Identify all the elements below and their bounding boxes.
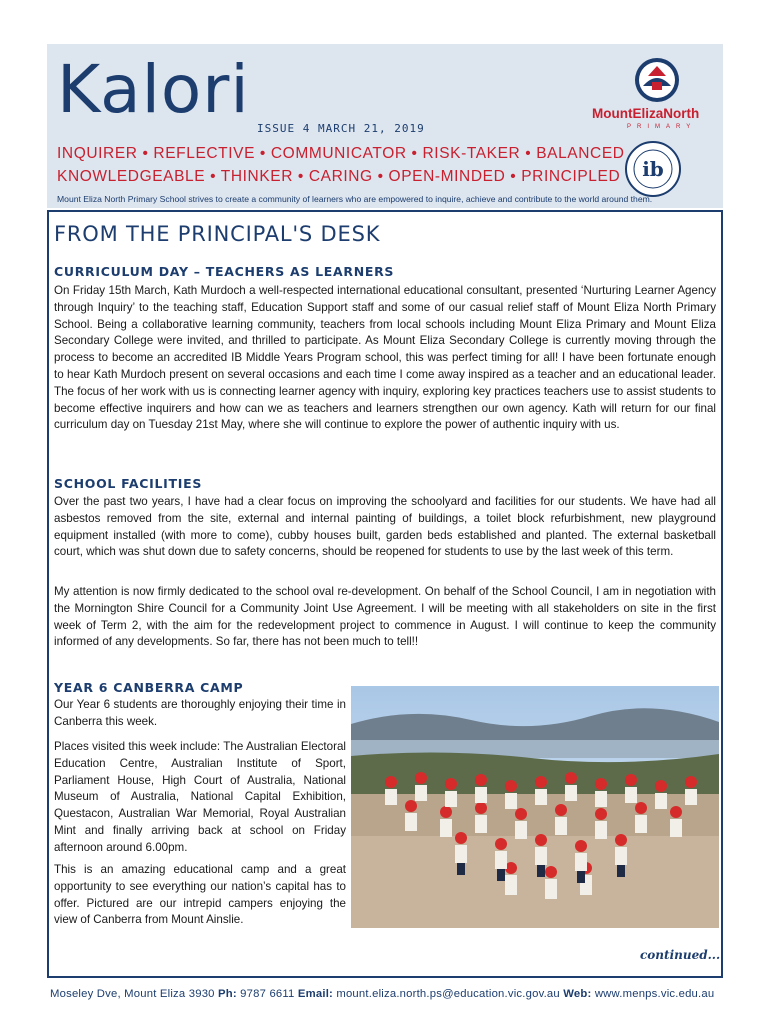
footer-contact bbox=[50, 988, 714, 1000]
footer-web-label: Web: bbox=[563, 988, 592, 1000]
school-crest-icon bbox=[626, 56, 688, 104]
canberra-paragraph-2: Places visited this week include: The Australian Electoral Education Centre, Australian Institute of Sport, Parliament House, High Court of Australia, National Museum of Australia, National Capital Exhibition, Questacon, Australian War Memorial, Royal Australian Mint and finally arriving back at school on Friday afternoon around 6.00pm. bbox=[54, 740, 346, 854]
school-name: MountElizaNorth bbox=[592, 106, 700, 121]
continued-label: continued... bbox=[640, 948, 721, 962]
canberra-paragraph-1: Our Year 6 students are thoroughly enjoying their time in Canberra this week. bbox=[54, 698, 346, 728]
ib-world-school-icon bbox=[623, 139, 683, 199]
ib-logo-text: ib bbox=[642, 157, 664, 181]
facilities-paragraph-1: Over the past two years, I have had a clear focus on improving the schoolyard and facilities for our students. We have had all asbestos removed from the site, external and internal painting of buildings, a toilet block refurbishment, new playground equipment installed (with more to come), cubby houses built, garden beds established and planted. The external basketball court, which was shut down due to safety concerns, should be reopened for students to use by the last week of this term. bbox=[54, 495, 716, 559]
footer-email-link[interactable]: mount.eliza.north.ps@education.vic.gov.au bbox=[336, 988, 560, 1000]
canberra-camp-photo bbox=[351, 686, 719, 928]
newsletter-title: Kalori bbox=[57, 51, 250, 128]
footer-web-link[interactable]: www.menps.vic.edu.au bbox=[594, 988, 715, 1000]
school-mission: Mount Eliza North Primary School strives to create a community of learners who are empowered to inquire, achieve and contribute to the world around them. bbox=[57, 194, 653, 204]
school-subtitle: PRIMARY bbox=[627, 124, 697, 130]
masthead bbox=[47, 44, 723, 208]
canberra-paragraph-3: This is an amazing educational camp and a great opportunity to see everything our nation’s capital has to offer. Pictured are our intrepid campers enjoying the view of Canberra from Mount Ainslie. bbox=[54, 863, 346, 927]
section-heading-facilities: SCHOOL FACILITIES bbox=[54, 476, 203, 491]
main-heading: FROM THE PRINCIPAL'S DESK bbox=[54, 222, 381, 246]
section-heading-canberra: YEAR 6 CANBERRA CAMP bbox=[54, 680, 244, 695]
issue-date: ISSUE 4 MARCH 21, 2019 bbox=[257, 122, 425, 135]
footer-address: Moseley Dve, Mount Eliza 3930 bbox=[50, 988, 215, 1000]
footer-phone-label: Ph: bbox=[218, 988, 237, 1000]
footer-phone: 9787 6611 bbox=[240, 988, 295, 1000]
footer-email-label: Email: bbox=[297, 988, 333, 1000]
learner-traits-line-2: KNOWLEDGEABLE • THINKER • CARING • OPEN-MINDED • PRINCIPLED bbox=[57, 168, 621, 185]
facilities-paragraph-2: My attention is now firmly dedicated to the school oval re-development. On behalf of the School Council, I am in negotiation with the Mornington Shire Council for a Community Joint Use Agreement. I will be meeting with all stakeholders on site in the first week of Term 2, with the aim for the redevelopment project to commence in August. I will continue to keep the community informed of any developments. So far, there has not been much to tell!! bbox=[54, 585, 716, 649]
section-heading-curriculum: CURRICULUM DAY – TEACHERS AS LEARNERS bbox=[54, 264, 395, 279]
learner-traits-line-1: INQUIRER • REFLECTIVE • COMMUNICATOR • RISK-TAKER • BALANCED bbox=[57, 145, 625, 162]
curriculum-paragraph: On Friday 15th March, Kath Murdoch a well-respected international educational consultant, presented ‘Nurturing Learner Agency through Inquiry’ to the teaching staff, Education Support staff and some of our casual relief staff of Mount Eliza North Primary School. Being a collaborative learning community, teachers from local schools including Mount Eliza Primary and Mount Eliza Secondary College were invited, and thrilled to participate. As Mount Eliza Secondary College is currently moving through the process to become an accredited IB Middle Years Program school, this was perfect timing for all! I have been fortunate enough to hear Kath Murdoch present on several occasions and each time I come away inspired as a teacher and an educational leader. The focus of her work with us is connecting learner agency with inquiry, exploring key practices teachers use to assist students to become effective inquirers and how can we as teachers and learners strengthen our own agency. Kath will return for our final curriculum day on Tuesday 21st May, where she will continue to explore the power of authentic inquiry with us. bbox=[54, 284, 716, 432]
